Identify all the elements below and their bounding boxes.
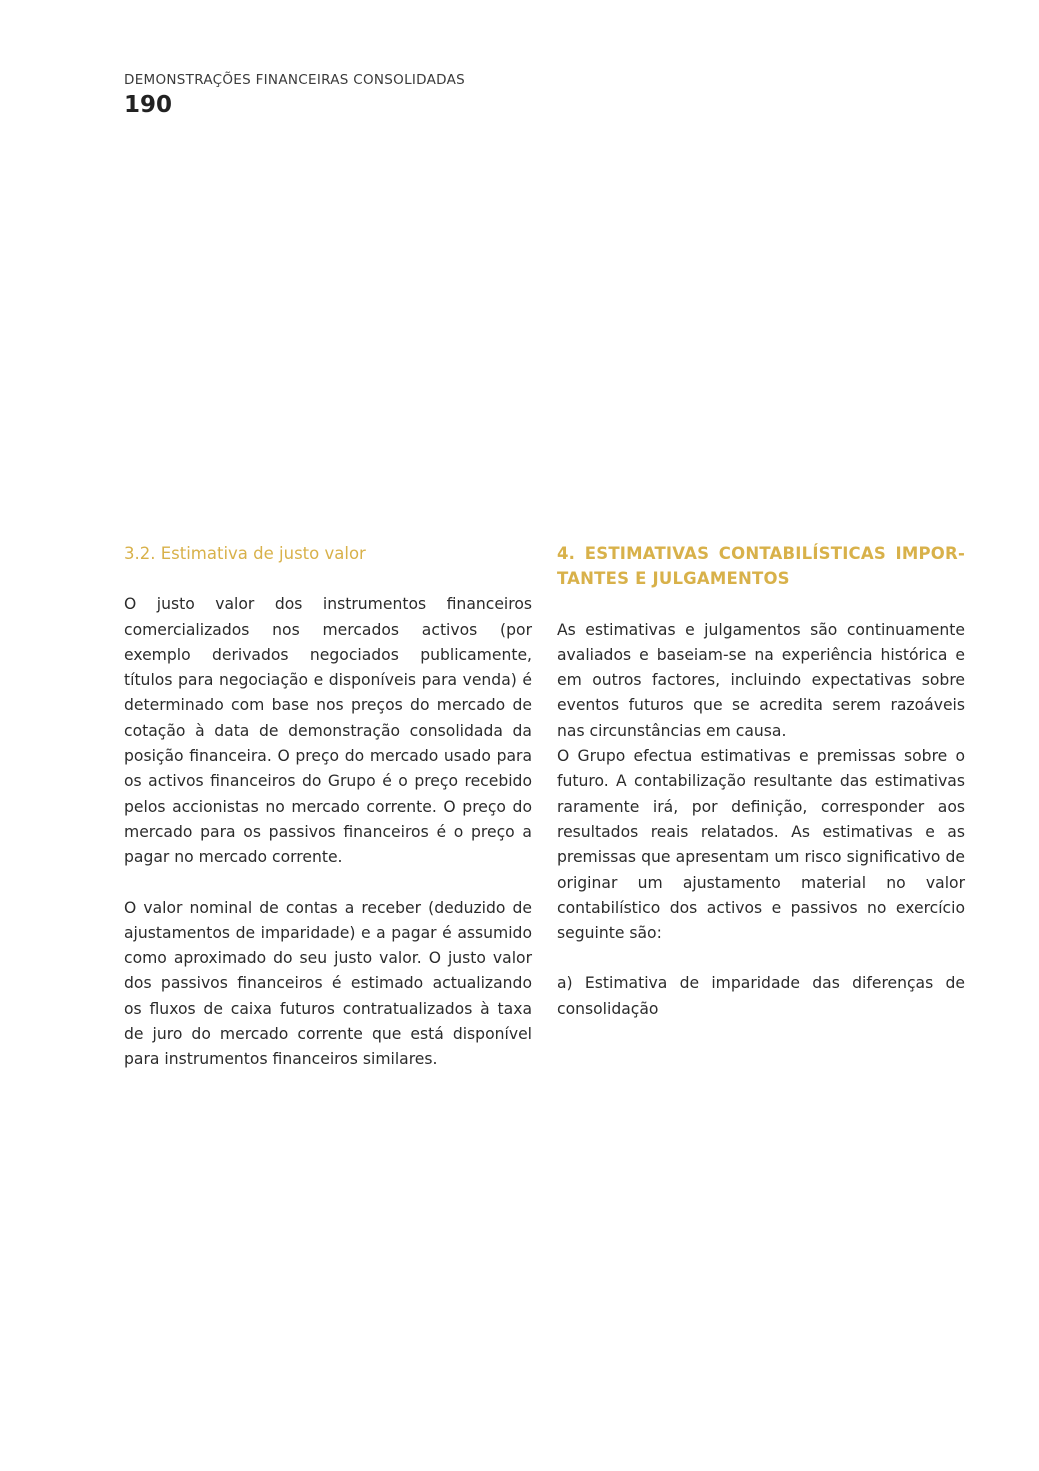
section-heading-4: 4. ESTIMATIVAS CONTABILÍSTICAS IMPOR-TANTES E JULGAMENTOS (557, 544, 965, 589)
section-title: DEMONSTRAÇÕES FINANCEIRAS CONSOLIDADAS (124, 72, 466, 88)
paragraph-justo-valor-mercados: O justo valor dos instrumentos financeiros comercializados nos mercados activos (por exemplo derivados negociados publicamente, títulos para negociação e disponíveis para venda) é determinado com base nos preços do mercado de cotação à data de demonstração consolidada da posição financeira. O preço do mercado usado para os activos financeiros do Grupo é o preço recebido pelos accionistas no mercado corrente. O preço do mercado para os passivos financeiros é o preço a pagar no mercado corrente. (124, 595, 532, 867)
page-header (124, 70, 465, 119)
section-heading-3-2: 3.2. Estimativa de justo valor (124, 544, 366, 563)
paragraph-imparidade-diferencas: a) Estimativa de imparidade das diferenças de consolidação (557, 974, 965, 1018)
right-column (557, 541, 965, 1022)
left-column (124, 541, 532, 1073)
page-number: 190 (124, 92, 173, 118)
paragraph-grupo-estimativas: O Grupo efectua estimativas e premissas sobre o futuro. A contabilização resultante das estimativas raramente irá, por definição, corresponder aos resultados reais relatados. As estimativas e as premissas que apresentam um risco significativo de originar um ajustamento material no valor contabilístico dos activos e passivos no exercício seguinte são: (557, 747, 965, 943)
paragraph-valor-nominal: O valor nominal de contas a receber (deduzido de ajustamentos de imparidade) e a pagar é assumido como aproximado do seu justo valor. O justo valor dos passivos financeiros é estimado actualizando os fluxos de caixa futuros contratualizados à taxa de juro do mercado corrente que está disponível para instrumentos financeiros similares. (124, 898, 532, 1069)
paragraph-estimativas-julgamentos: As estimativas e julgamentos são continuamente avaliados e baseiam-se na experiência histórica e em outros factores, incluindo expectativas sobre eventos futuros que se acredita serem razoáveis nas circunstâncias em causa. (557, 620, 965, 740)
